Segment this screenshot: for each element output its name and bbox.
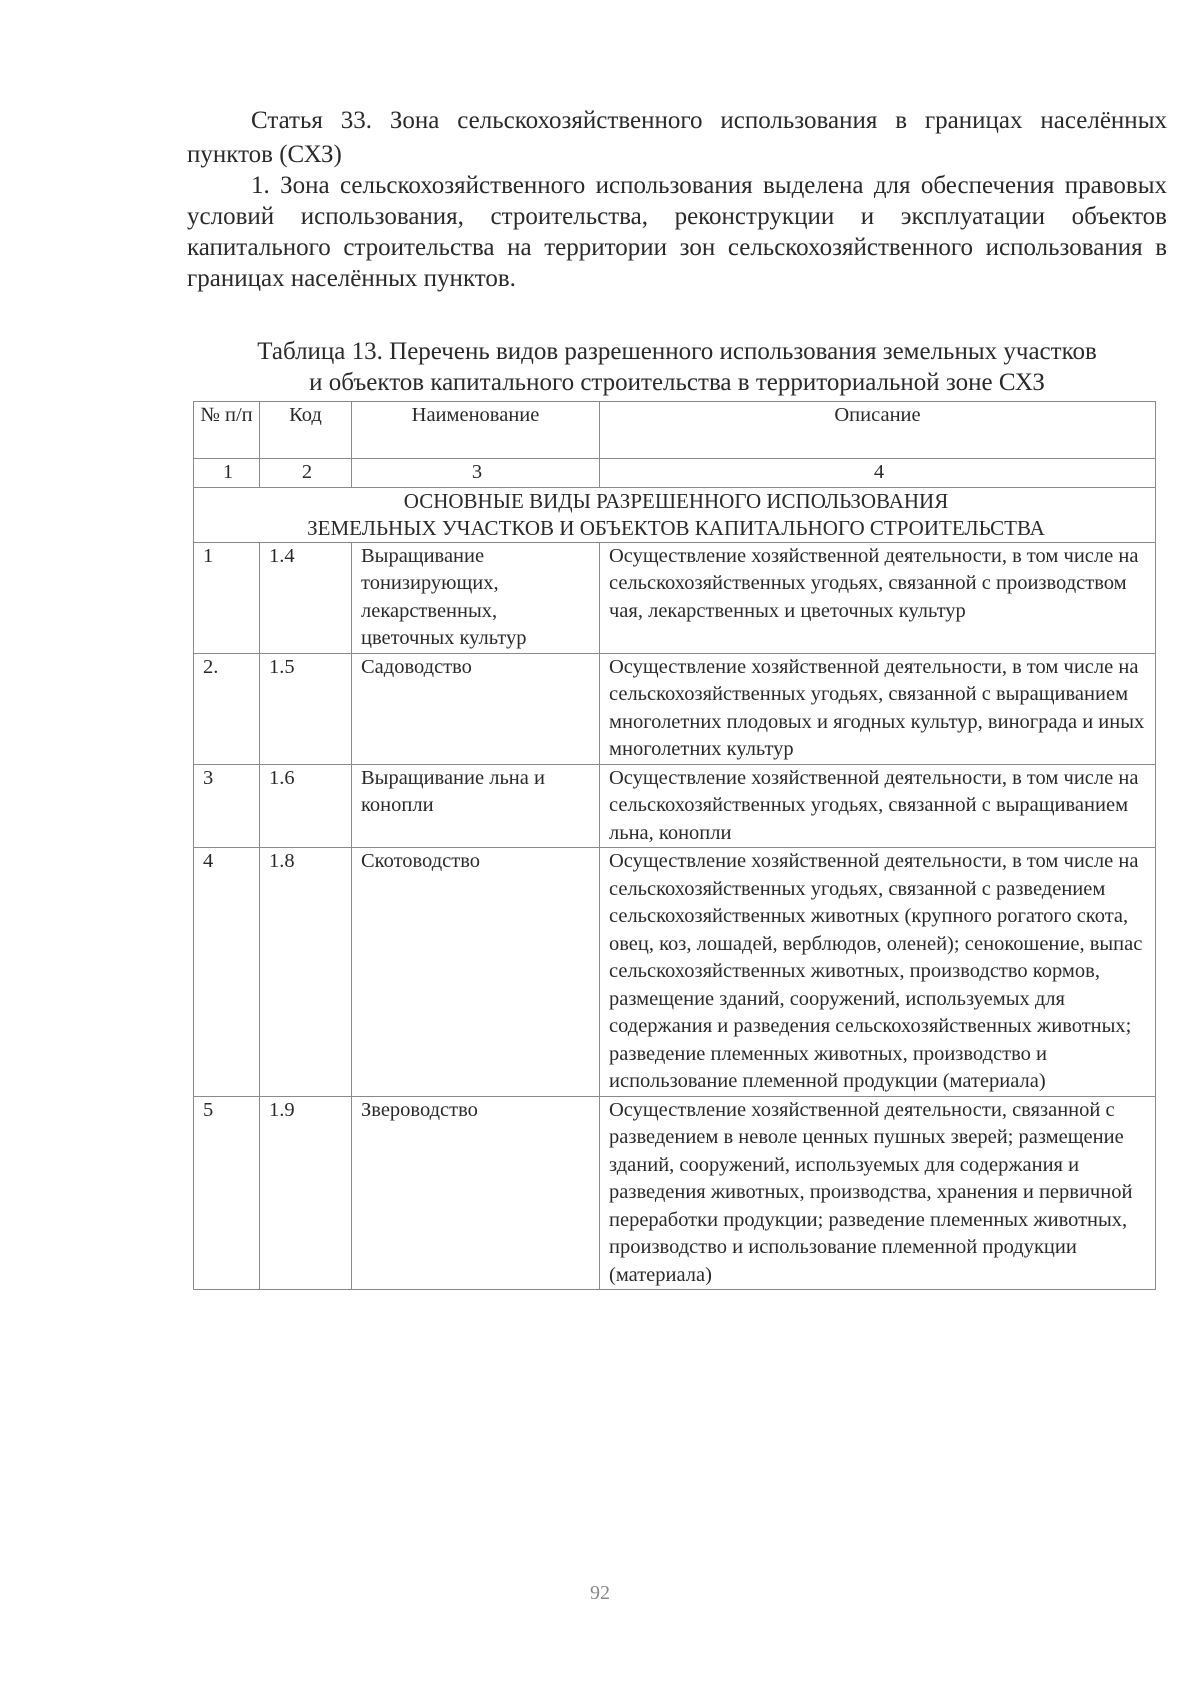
row-description: Осуществление хозяйственной деятельности, в том числе на сельскохозяйственных угодьях, связанной с выращиванием многолетних плодовых и ягодных культур, винограда и иных многолетних культур bbox=[600, 653, 1156, 764]
row-name: Выращивание льна и конопли bbox=[352, 764, 600, 848]
row-code: 1.4 bbox=[260, 542, 352, 653]
table-row bbox=[194, 1096, 1156, 1290]
row-name: Выращивание тонизирующих, лекарственных, цветочных культур bbox=[352, 542, 600, 653]
table-header-row bbox=[194, 402, 1156, 459]
column-number: 4 bbox=[600, 459, 1156, 488]
row-name: Скотоводство bbox=[352, 848, 600, 1097]
row-description: Осуществление хозяйственной деятельности, связанной с разведением в неволе ценных пушных зверей; размещение зданий, сооружений, используемых для содержания и разведения животных, производства, хранения и первичной переработки продукции; разведение племенных животных, производство и использование племенной продукции (материала) bbox=[600, 1096, 1156, 1290]
header-description: Описание bbox=[600, 402, 1156, 459]
table-caption-line-1: Таблица 13. Перечень видов разрешенного использования земельных участков bbox=[257, 338, 1097, 365]
row-description: Осуществление хозяйственной деятельности, в том числе на сельскохозяйственных угодьях, связанной с производством чая, лекарственных и цветочных культур bbox=[600, 542, 1156, 653]
row-name: Звероводство bbox=[352, 1096, 600, 1290]
permitted-use-table bbox=[193, 401, 1156, 1290]
table-row bbox=[194, 542, 1156, 653]
group-heading-row bbox=[194, 487, 1156, 542]
header-code: Код bbox=[260, 402, 352, 459]
row-number: 4 bbox=[194, 848, 260, 1097]
row-description: Осуществление хозяйственной деятельности, в том числе на сельскохозяйственных угодьях, связанной с выращиванием льна, конопли bbox=[600, 764, 1156, 848]
row-description: Осуществление хозяйственной деятельности, в том числе на сельскохозяйственных угодьях, связанной с разведением сельскохозяйственных животных (крупного рогатого скота, овец, коз, лошадей, верблюдов, оленей); сенокошение, выпас сельскохозяйственных животных, производство кормов, размещение зданий, сооружений, используемых для содержания и разведения сельскохозяйственных животных; разведение племенных животных, производство и использование племенной продукции (материала) bbox=[600, 848, 1156, 1097]
table-row bbox=[194, 653, 1156, 764]
row-code: 1.9 bbox=[260, 1096, 352, 1290]
row-number: 1 bbox=[194, 542, 260, 653]
row-number: 3 bbox=[194, 764, 260, 848]
column-number: 2 bbox=[260, 459, 352, 488]
row-number: 5 bbox=[194, 1096, 260, 1290]
row-name: Садоводство bbox=[352, 653, 600, 764]
column-number: 3 bbox=[352, 459, 600, 488]
row-code: 1.8 bbox=[260, 848, 352, 1097]
group-heading-line-1: ОСНОВНЫЕ ВИДЫ РАЗРЕШЕННОГО ИСПОЛЬЗОВАНИЯ bbox=[403, 488, 949, 513]
table-caption bbox=[187, 336, 1167, 398]
group-heading-line-2: ЗЕМЕЛЬНЫХ УЧАСТКОВ И ОБЪЕКТОВ КАПИТАЛЬНОГО СТРОИТЕЛЬСТВА bbox=[307, 515, 1045, 540]
row-number: 2. bbox=[194, 653, 260, 764]
article-title: Статья 33. Зона сельскохозяйственного использования в границах населённых пунктов (СХЗ) bbox=[187, 107, 1167, 168]
header-num: № п/п bbox=[194, 402, 260, 459]
article-paragraph: 1. Зона сельскохозяйственного использования выделена для обеспечения правовых условий использования, строительства, реконструкции и эксплуатации объектов капитального строительства на территории зон сельскохозяйственного использования в границах населённых пунктов. bbox=[187, 172, 1167, 292]
table-row bbox=[194, 848, 1156, 1097]
table-row bbox=[194, 764, 1156, 848]
column-number-row bbox=[194, 459, 1156, 488]
group-heading bbox=[194, 487, 1156, 542]
table-caption-line-2: и объектов капитального строительства в территориальной зоне СХЗ bbox=[309, 369, 1045, 396]
row-code: 1.5 bbox=[260, 653, 352, 764]
page-number: 92 bbox=[590, 1582, 610, 1604]
header-name: Наименование bbox=[352, 402, 600, 459]
row-code: 1.6 bbox=[260, 764, 352, 848]
column-number: 1 bbox=[194, 459, 260, 488]
